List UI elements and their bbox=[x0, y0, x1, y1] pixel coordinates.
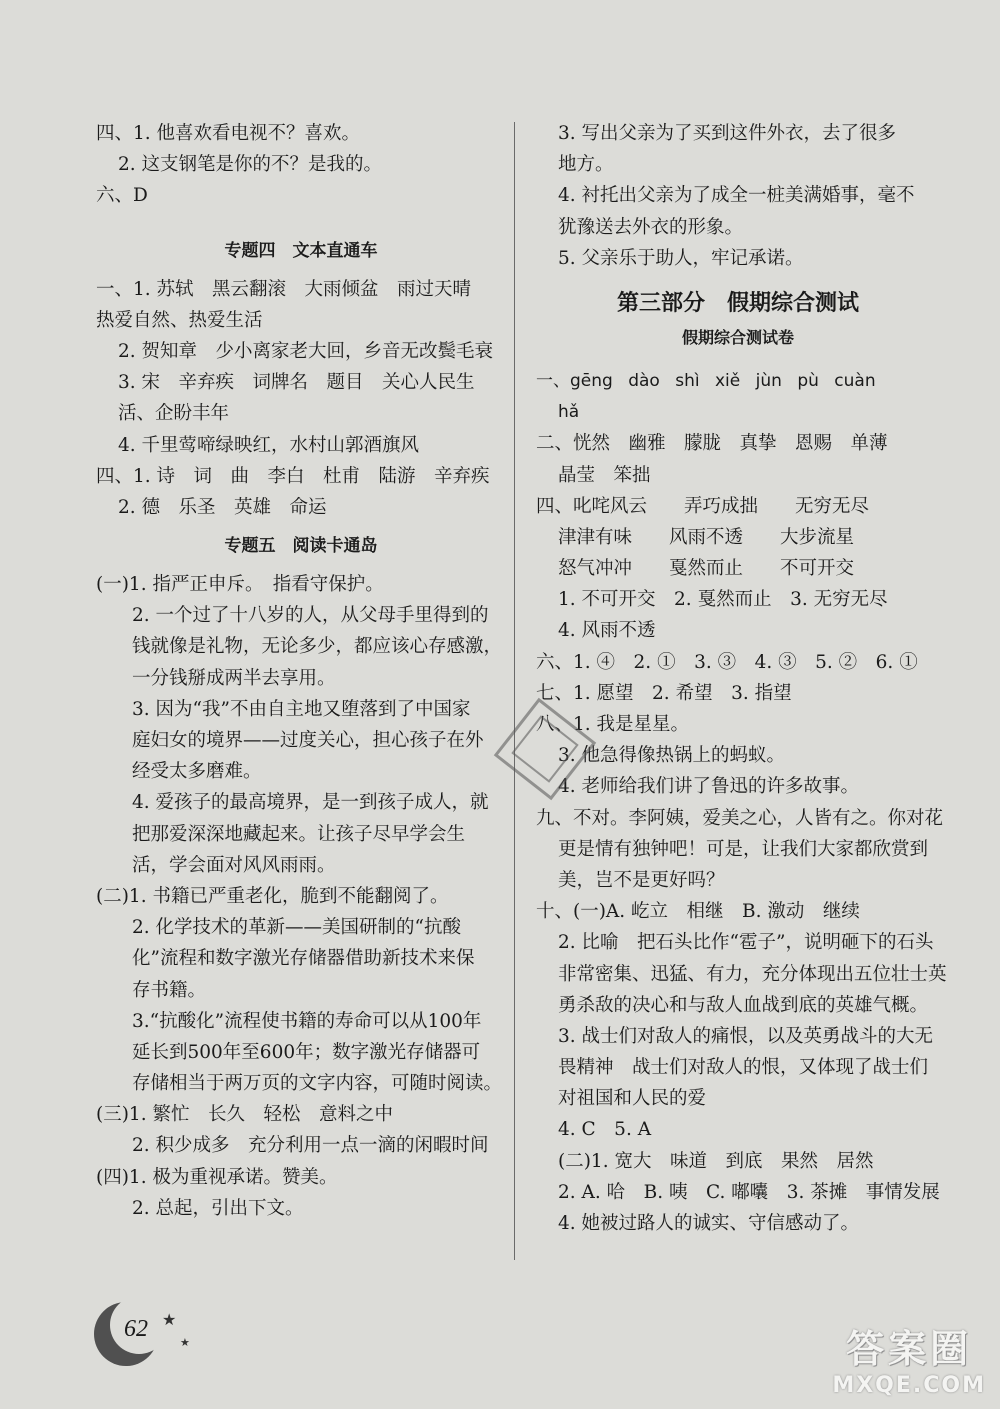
answer-line: 一、1. 苏轼 黑云翻滚 大雨倾盆 雨过天晴 bbox=[96, 278, 472, 300]
answer-line: 4. 风雨不透 bbox=[558, 620, 656, 642]
star-icon: ★ bbox=[180, 1336, 190, 1349]
answer-line: 四、叱咤风云 弄巧成拙 无穷无尽 bbox=[536, 495, 870, 517]
answer-line: 对祖国和人民的爱 bbox=[558, 1088, 707, 1110]
answer-line: 4. 爱孩子的最高境界，是一到孩子成人，就 bbox=[132, 792, 489, 814]
answer-line: 4. 她被过路人的诚实、守信感动了。 bbox=[558, 1213, 860, 1234]
answer-line: 存书籍。 bbox=[132, 979, 207, 1001]
answer-line: 2. 贺知章 少小离家老大回，乡音无改鬓毛衰 bbox=[118, 340, 494, 362]
answer-line: 5. 父亲乐于助人，牢记承诺。 bbox=[558, 247, 804, 269]
answer-line: 六、D bbox=[96, 185, 148, 207]
column-divider bbox=[514, 122, 515, 1260]
answer-line: 地方。 bbox=[558, 154, 614, 176]
answer-line: 把那爱深深地藏起来。让孩子尽早学会生 bbox=[132, 823, 466, 845]
section-heading: 假期综合测试卷 bbox=[681, 327, 794, 347]
answer-line: (二)1. 宽大 味道 到底 果然 居然 bbox=[558, 1150, 874, 1172]
answer-line: 庭妇女的境界——过度关心，担心孩子在外 bbox=[132, 730, 484, 751]
answer-line: 十、(一)A. 屹立 相继 B. 激动 继续 bbox=[536, 901, 860, 923]
answer-line: 勇杀敌的决心和与敌人血战到底的英雄气概。 bbox=[558, 994, 929, 1016]
answer-line: 化”流程和数字激光存储器借助新技术来保 bbox=[132, 948, 475, 970]
section-heading: 第三部分 假期综合测试 bbox=[616, 289, 859, 316]
answer-line: 4. 千里莺啼绿映红，水村山郭酒旗风 bbox=[118, 434, 420, 456]
watermark bbox=[832, 1318, 986, 1398]
answer-line: 畏精神 战士们对敌人的恨，又体现了战士们 bbox=[558, 1057, 929, 1079]
answer-line: (三)1. 繁忙 长久 轻松 意料之中 bbox=[96, 1104, 393, 1126]
answer-line: 二、恍然 幽雅 朦胧 真挚 恩赐 单薄 bbox=[536, 433, 888, 455]
section-heading: 专题四 文本直通车 bbox=[224, 240, 378, 261]
answer-line: 四、1. 他喜欢看电视不？喜欢。 bbox=[96, 123, 361, 144]
answer-line: 怒气冲冲 戛然而止 不可开交 bbox=[558, 558, 855, 580]
answer-line: 2. 总起，引出下文。 bbox=[132, 1197, 304, 1219]
answer-line: 3. 因为“我”不由自主地又堕落到了中国家 bbox=[132, 698, 471, 720]
answer-line: 经受太多磨难。 bbox=[132, 761, 262, 783]
answer-line: 津津有味 风雨不透 大步流星 bbox=[558, 526, 855, 548]
answer-line: 2. 比喻 把石头比作“雹子”，说明砸下的石头 bbox=[558, 932, 934, 954]
answer-line: 3. 他急得像热锅上的蚂蚁。 bbox=[558, 745, 786, 767]
answer-line: 2. 德 乐圣 英雄 命运 bbox=[118, 496, 327, 518]
answer-line: 3. 写出父亲为了买到这件外衣，去了很多 bbox=[558, 123, 897, 144]
answer-line: 2. 一个过了十八岁的人，从父母手里得到的 bbox=[132, 605, 489, 627]
answer-line: 六、1. ④ 2. ① 3. ③ 4. ③ 5. ② 6. ① bbox=[536, 651, 918, 673]
answer-line: 3. 宋 辛弃疾 词牌名 题目 关心人民生 bbox=[118, 372, 475, 394]
answer-line: (二)1. 书籍已严重老化，脆到不能翻阅了。 bbox=[96, 885, 449, 907]
answer-line: 4. C 5. A bbox=[558, 1119, 652, 1141]
answer-line: 美，岂不是更好吗？ bbox=[558, 869, 725, 891]
answer-line: 一分钱掰成两半去享用。 bbox=[132, 667, 336, 689]
section-heading: 专题五 阅读卡通岛 bbox=[224, 536, 378, 557]
answer-line: 钱就像是礼物，无论多少，都应该心存感激， bbox=[132, 636, 503, 658]
answer-line: 九、不对。李阿姨，爱美之心，人皆有之。你对花 bbox=[536, 807, 944, 829]
answer-line: 2. 化学技术的革新——美国研制的“抗酸 bbox=[132, 917, 461, 939]
left-column bbox=[96, 118, 506, 1224]
answer-line: 晶莹 笨拙 bbox=[558, 464, 651, 486]
right-column bbox=[536, 118, 947, 1239]
answer-line: 犹豫送去外衣的形象。 bbox=[558, 216, 744, 238]
answer-line: 3.“抗酸化”流程使书籍的寿命可以从100年 bbox=[132, 1010, 482, 1032]
answer-line: 八、1. 我是星星。 bbox=[536, 714, 690, 735]
answer-line: 更是情有独钟吧！可是，让我们大家都欣赏到 bbox=[558, 838, 929, 860]
answer-line: 活，学会面对风风雨雨。 bbox=[132, 854, 336, 876]
watermark-title: 答案圈 bbox=[846, 1327, 973, 1371]
answer-line: 4. 衬托出父亲为了成全一桩美满婚事，毫不 bbox=[558, 185, 915, 207]
answer-line: 活、企盼丰年 bbox=[118, 403, 230, 425]
watermark-url: MXQE.COM bbox=[832, 1373, 986, 1398]
answer-line: 一、gēng dào shì xiě jùn pù cuàn bbox=[536, 370, 876, 391]
answer-line: 延长到500年至600年；数字激光存储器可 bbox=[132, 1041, 481, 1063]
page-number: 62 bbox=[124, 1316, 148, 1342]
answer-line: (一)1. 指严正申斥。 指看守保护。 bbox=[96, 574, 384, 596]
answer-line: 3. 战士们对敌人的痛恨，以及英勇战斗的大无 bbox=[558, 1025, 934, 1047]
answer-line: 热爱自然、热爱生活 bbox=[96, 309, 263, 331]
answer-line: 非常密集、迅猛、有力，充分体现出五位壮士英 bbox=[558, 963, 947, 985]
answer-line: 四、1. 诗 词 曲 李白 杜甫 陆游 辛弃疾 bbox=[96, 465, 490, 487]
answer-line: 2. A. 哈 B. 咦 C. 嘟囔 3. 茶摊 事情发展 bbox=[558, 1181, 940, 1203]
answer-line: hǎ bbox=[558, 402, 580, 423]
page-number-badge bbox=[94, 1296, 194, 1376]
answer-line: 2. 这支钢笔是你的不？是我的。 bbox=[118, 154, 383, 176]
star-icon: ★ bbox=[162, 1310, 177, 1329]
answer-line: 七、1. 愿望 2. 希望 3. 指望 bbox=[536, 682, 792, 704]
answer-line: (四)1. 极为重视承诺。赞美。 bbox=[96, 1166, 338, 1188]
answer-line: 存储相当于两万页的文字内容，可随时阅读。 bbox=[132, 1073, 503, 1095]
answer-line: 2. 积少成多 充分利用一点一滴的闲暇时间 bbox=[132, 1135, 489, 1157]
answer-line: 4. 老师给我们讲了鲁迅的许多故事。 bbox=[558, 776, 860, 798]
answer-line: 1. 不可开交 2. 戛然而止 3. 无穷无尽 bbox=[558, 589, 888, 611]
